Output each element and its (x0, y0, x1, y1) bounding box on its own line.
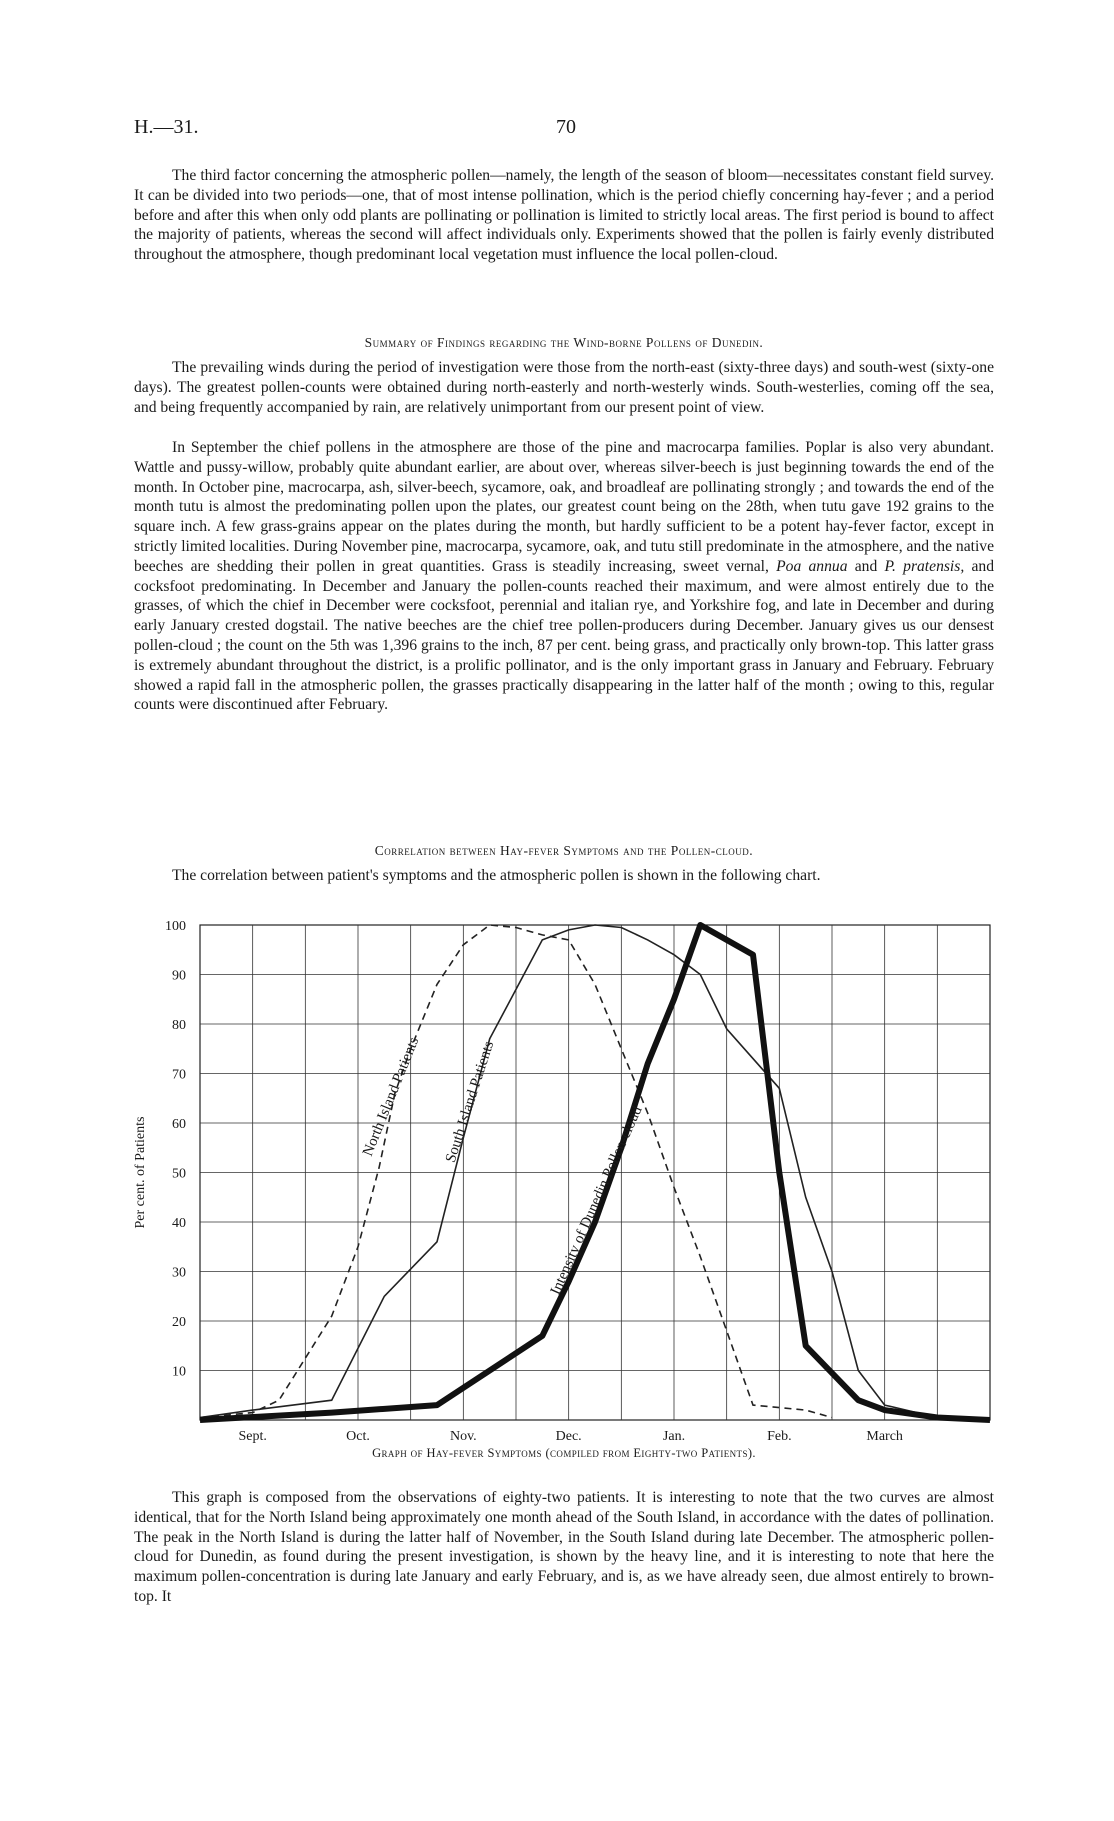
x-tick-label: March (866, 1429, 903, 1444)
y-tick-label: 20 (172, 1315, 186, 1330)
x-tick-label: Sept. (238, 1429, 267, 1444)
paragraph-season-of-bloom (134, 166, 994, 265)
north-island-label: North Island Patients (360, 1035, 423, 1159)
species-name: P. pratensis, (884, 557, 965, 575)
section-code: H.—31. (134, 116, 199, 138)
paragraph-chart-intro (134, 866, 994, 886)
x-tick-label: Oct. (346, 1429, 370, 1444)
y-tick-label: 100 (165, 919, 186, 934)
text-run: and cocksfoot predominating. In December and January the pollen-counts reached their maximum, and were almost entirely due to the grasses, of which the chief in December were cocksfoot, perennial and italian rye, and Yorkshire fog, and late in December and during early January crested dogstail. The native beeches are the chief tree pollen-producers during December. January gives us our densest pollen-cloud ; the count on the 5th was 1,396 grains to the inch, 87 per cent. being grass, and practically only brown-top. This latter grass is extremely abundant throughout the district, is a prolific pollinator, and is the only important grass in January and February. February showed a rapid fall in the atmospheric pollen, the grasses practically disappearing in the latter half of the month ; owing to this, regular counts were discontinued after February. (134, 557, 994, 714)
y-tick-label: 90 (172, 968, 186, 984)
y-axis-label: Per cent. of Patients (133, 1116, 148, 1229)
x-tick-label: Jan. (662, 1429, 686, 1444)
hay-fever-chart (124, 915, 1004, 1445)
south-island-label: South Island Patients (442, 1039, 498, 1165)
x-tick-label: Dec. (555, 1429, 582, 1444)
text-run: In September the chief pollens in the atmosphere are those of the pine and macrocarpa families. Poplar is also very abundant. Wattle and pussy-willow, probably quite abundant earlier, are about over, whereas silver-beech is just beginning towards the end of the month. In October pine, macrocarpa, ash, silver-beech, sycamore, oak, and broadleaf are pollinating strongly ; and towards the end of the month tutu is almost the predominating pollen upon the plates, our greatest count being on the 28th, when tutu gave 192 grains to the square inch. A few grass-grains appear on the plates during the month, but hardly sufficient to be a potent hay-fever factor, except in strictly limited localities. During November pine, macrocarpa, sycamore, oak, and tutu still predominate in the atmosphere, and the native beeches are shedding their pollen in great quantities. Grass is steadily increasing, sweet vernal, (134, 439, 994, 575)
heading-correlation: Correlation between Hay-fever Symptoms and the Pollen-cloud. (374, 843, 754, 858)
text-run: and (847, 557, 885, 575)
y-tick-label: 50 (172, 1166, 186, 1182)
x-tick-label: Nov. (449, 1429, 477, 1444)
y-tick-label: 10 (172, 1364, 186, 1380)
pollen-cloud-label: Intensity of Dunedin Pollen-cloud (547, 1103, 646, 1298)
y-tick-label: 30 (172, 1265, 186, 1281)
y-tick-label: 40 (172, 1216, 186, 1231)
species-name: Poa annua (776, 557, 848, 575)
y-tick-label: 70 (172, 1067, 186, 1083)
heading-summary-of-findings: Summary of Findings regarding the Wind-borne Pollens of Dunedin. (364, 335, 764, 350)
paragraph-text (134, 438, 994, 715)
page-number: 70 (556, 116, 576, 138)
paragraph-text: This graph is composed from the observations of eighty-two patients. It is interesting to note that the two curves are almost identical, that for the North Island being approximately one month ahead of the South Island, in accordance with the dates of pollination. The peak in the North Island is during the latter half of November, in the South Island during late December. The atmospheric pollen-cloud for Dunedin, as found during the present investigation, is shown by the heavy line, and it is interesting to note that here the maximum pollen-concentration is during late January and early February, and is, as we have already seen, due almost entirely to brown-top. It (134, 1489, 994, 1605)
paragraph-monthly-pollens (134, 438, 994, 715)
chart-caption: Graph of Hay-fever Symptoms (compiled from Eighty-two Patients). (372, 1446, 756, 1460)
paragraph-prevailing-winds (134, 358, 994, 417)
paragraph-text: The correlation between patient's symptoms and the atmospheric pollen is shown in the following chart. (172, 867, 821, 884)
paragraph-text: The prevailing winds during the period of investigation were those from the north-east (sixty-three days) and south-west (sixty-one days). The greatest pollen-counts were obtained during north-easterly and north-westerly winds. South-westerlies, coming off the sea, and being frequently accompanied by rain, are relatively unimportant from our present point of view. (134, 359, 994, 416)
y-tick-label: 60 (172, 1117, 186, 1132)
paragraph-text: The third factor concerning the atmospheric pollen—namely, the length of the season of bloom—necessitates constant field survey. It can be divided into two periods—one, that of most intense pollination, which is the period chiefly concerning hay-fever ; and a period before and after this when only odd plants are pollinating or pollination is limited to strictly local areas. The first period is bound to affect the majority of patients, whereas the second will affect individuals only. Experiments showed that the pollen is fairly evenly distributed throughout the atmosphere, though predominant local vegetation must influence the local pollen-cloud. (134, 167, 994, 264)
y-tick-label: 80 (172, 1018, 186, 1033)
x-tick-label: Feb. (767, 1429, 792, 1444)
paragraph-graph-discussion (134, 1488, 994, 1607)
